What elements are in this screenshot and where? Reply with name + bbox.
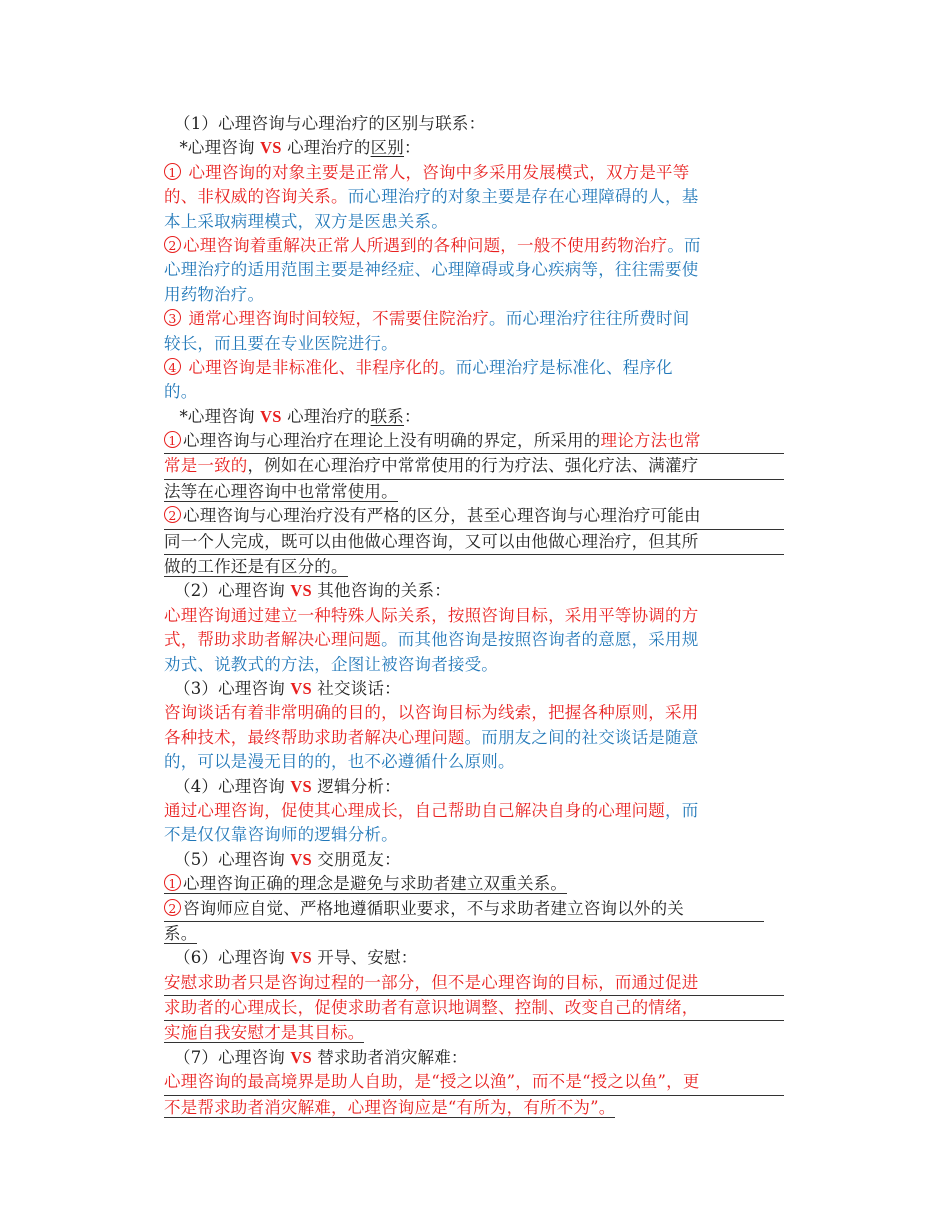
- relation-item-2-line-1: 2 心理咨询与心理治疗没有严格的区分，甚至心理咨询与心理治疗可能由: [164, 504, 784, 529]
- section-6-line-2: 求助者的心理成长，促使求助者有意识地调整、控制、改变自己的情绪，: [164, 996, 784, 1021]
- diff-item-1-line-2: 的、非权威的咨询关系。而心理治疗的对象主要是存在心理障碍的人，基: [164, 187, 699, 207]
- relation-subtitle: *心理咨询 VS 心理治疗的联系：: [179, 406, 421, 426]
- section-2-heading: （2）心理咨询 VS 其他咨询的关系：: [174, 581, 451, 601]
- circled-number: 2: [164, 899, 181, 916]
- section-7-line-2: 不是帮求助者消灾解难，心理咨询应是“有所为，有所不为”。: [164, 1097, 616, 1117]
- diff-item-2-line-1: 2 心理咨询着重解决正常人所遇到的各种问题，一般不使用药物治疗。而: [164, 234, 784, 258]
- section-2-line-2: 式，帮助求助者解决心理问题。而其他咨询是按照咨询者的意愿，采用规: [164, 630, 699, 650]
- diff-item-4-line-1: 4 心理咨询是非标准化、非程序化的。而心理治疗是标准化、程序化: [164, 356, 784, 380]
- section-5-line-3: 系。: [164, 923, 198, 943]
- diff-subtitle: *心理咨询 VS 心理治疗的区别：: [179, 138, 421, 158]
- section-5-line-1: 1 心理咨询正确的理念是避免与求助者建立双重关系。: [164, 872, 784, 896]
- relation-item-2-line-2: 同一个人完成，既可以由他做心理咨询，又可以由他做心理治疗，但其所: [164, 530, 784, 555]
- diff-item-3-line-2: 较长，而且要在专业医院进行。: [164, 333, 398, 353]
- section-3-line-1: 咨询谈话有着非常明确的目的，以咨询目标为线索，把握各种原则，采用: [164, 703, 699, 723]
- document-page: [164, 112, 784, 1120]
- diff-item-4-line-2: 的。: [164, 382, 198, 402]
- section-4-line-2: 不是仅仅靠咨询师的逻辑分析。: [164, 825, 398, 845]
- section-4-line-1: 通过心理咨询，促使其心理成长，自己帮助自己解决自身的心理问题，而: [164, 800, 699, 820]
- circled-number: 3: [164, 309, 181, 326]
- relation-item-1-line-1: 1 心理咨询与心理治疗在理论上没有明确的界定，所采用的理论方法也常: [164, 429, 784, 454]
- circled-number: 1: [164, 163, 181, 180]
- section-3-line-3: 的，可以是漫无目的的，也不必遵循什么原则。: [164, 752, 515, 772]
- diff-item-1-line-3: 本上采取病理模式，双方是医患关系。: [164, 211, 448, 231]
- section-6-line-1: 安慰求助者只是咨询过程的一部分，但不是心理咨询的目标，而通过促进: [164, 971, 784, 996]
- section-7-heading: （7）心理咨询 VS 替求助者消灾解难：: [174, 1047, 468, 1067]
- section-5-line-2: 2 咨询师应自觉、严格地遵循职业要求，不与求助者建立咨询以外的关: [164, 897, 764, 922]
- circled-number: 1: [164, 874, 181, 891]
- section-2-line-3: 劝式、说教式的方法，企图让被咨询者接受。: [164, 654, 498, 674]
- section-3-heading: （3）心理咨询 VS 社交谈话：: [174, 678, 401, 698]
- relation-item-1-line-3: 法等在心理咨询中也常常使用。: [164, 481, 398, 501]
- circled-number: 2: [164, 506, 181, 523]
- section-3-line-2: 各种技术，最终帮助求助者解决心理问题。而朋友之间的社交谈话是随意: [164, 727, 699, 747]
- section-2-line-1: 心理咨询通过建立一种特殊人际关系，按照咨询目标，采用平等协调的方: [164, 605, 699, 625]
- diff-item-2-line-3: 用药物治疗。: [164, 284, 265, 304]
- relation-item-1-line-2: 常是一致的，例如在心理治疗中常常使用的行为疗法、强化疗法、满灌疗: [164, 454, 784, 479]
- circled-number: 4: [164, 358, 181, 375]
- section-1-heading: （1）心理咨询与心理治疗的区别与联系：: [174, 114, 486, 133]
- section-5-heading: （5）心理咨询 VS 交朋觅友：: [174, 849, 401, 869]
- circled-number: 2: [164, 236, 181, 253]
- relation-item-2-line-3: 做的工作还是有区分的。: [164, 557, 348, 577]
- section-6-line-3: 实施自我安慰才是其目标。: [164, 1023, 365, 1043]
- circled-number: 1: [164, 431, 181, 448]
- diff-item-2-line-2: 心理治疗的适用范围主要是神经症、心理障碍或身心疾病等，往往需要使: [164, 260, 699, 280]
- diff-item-1-line-1: 1 心理咨询的对象主要是正常人，咨询中多采用发展模式，双方是平等: [164, 161, 784, 185]
- section-4-heading: （4）心理咨询 VS 逻辑分析：: [174, 776, 401, 796]
- section-6-heading: （6）心理咨询 VS 开导、安慰：: [174, 948, 418, 968]
- diff-item-3-line-1: 3 通常心理咨询时间较短，不需要住院治疗。而心理治疗往往所费时间: [164, 307, 784, 331]
- section-7-line-1: 心理咨询的最高境界是助人自助，是“授之以渔”，而不是“授之以鱼”，更: [164, 1070, 784, 1095]
